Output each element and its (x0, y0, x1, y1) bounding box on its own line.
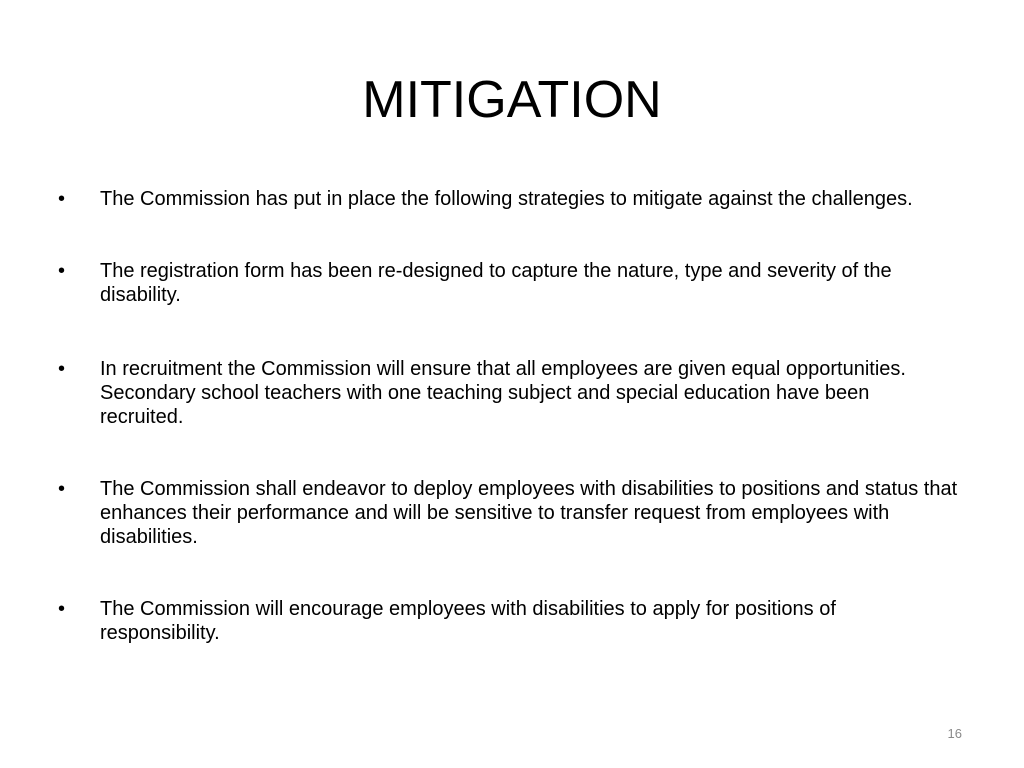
bullet-icon: • (58, 188, 66, 210)
bullet-item (58, 187, 958, 211)
bullet-text: The registration form has been re-designed to capture the nature, type and severity of the disability. (100, 260, 892, 306)
bullet-text: In recruitment the Commission will ensure that all employees are given equal opportunities. Secondary school teachers with one teaching subject and special education have been recruited. (100, 358, 906, 428)
page-number: 16 (947, 726, 962, 741)
bullet-item (58, 477, 958, 549)
bullet-item (58, 357, 958, 429)
bullet-item (58, 597, 958, 645)
bullet-icon: • (58, 478, 66, 500)
bullet-text: The Commission has put in place the following strategies to mitigate against the challenges. (100, 188, 913, 210)
bullet-list (58, 187, 958, 693)
bullet-text: The Commission will encourage employees with disabilities to apply for positions of responsibility. (100, 598, 836, 644)
bullet-item (58, 259, 958, 307)
bullet-text: The Commission shall endeavor to deploy employees with disabilities to positions and status that enhances their performance and will be sensitive to transfer request from employees with disabilities. (100, 478, 958, 548)
slide-title: MITIGATION (362, 71, 662, 129)
bullet-icon: • (58, 598, 66, 620)
bullet-icon: • (58, 358, 66, 380)
bullet-icon: • (58, 260, 66, 282)
